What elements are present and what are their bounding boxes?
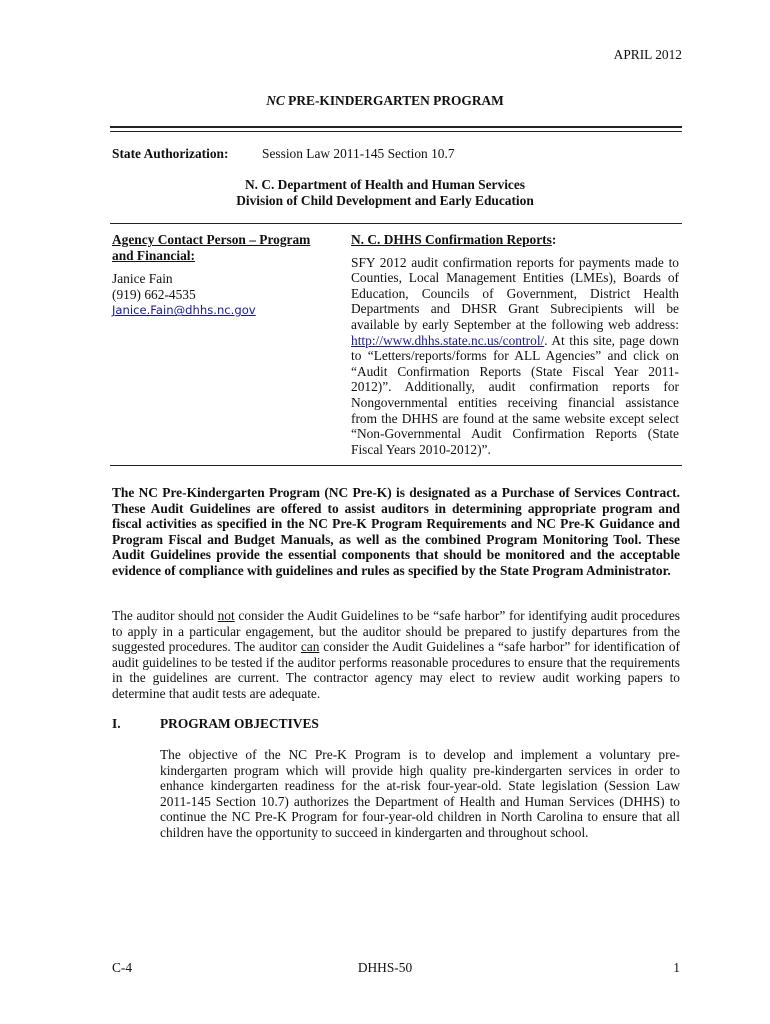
contact-heading-line1: Agency Contact Person – Program — [112, 232, 311, 247]
contact-block — [112, 232, 327, 319]
confirmation-body — [351, 255, 679, 458]
section-number: I. — [112, 716, 121, 731]
state-authorization-label: State Authorization: — [112, 146, 229, 161]
document-date: APRIL 2012 — [613, 47, 682, 62]
objectives-paragraph: The objective of the NC Pre-K Program is to develop and implement a voluntary pre-kindergarten program which will provide high quality pre-kindergarten services in order to enhance kindergarten readiness for the at-risk four-year-old. State legislation (Session Law 2011-145 Section 10.7) authorizes the Department of Health and Human Services (DHHS) to continue the NC Pre-K Program for four-year-old children in North Carolina to ensure that all children have the opportunity to succeed in kindergarten and throughout school. — [160, 747, 680, 840]
auditor-can: can — [300, 639, 320, 655]
confirmation-text-before: SFY 2012 audit confirmation reports for payments made to Counties, Local Management Entities (LMEs), Boards of Education, Councils of Government, District Health Departments and DHSR Grant Subrecipients will be available by early September at the following web address: — [351, 254, 679, 332]
confirmation-heading: N. C. DHHS Confirmation Reports — [351, 232, 552, 247]
contact-name: Janice Fain — [112, 271, 173, 287]
contact-email-link[interactable]: Janice.Fain@dhhs.nc.gov — [112, 303, 256, 318]
auditor-not: not — [217, 608, 235, 623]
footer-left: C-4 — [112, 960, 133, 975]
auditor-text-2: consider the Audit Guidelines to be “safe harbor” for identifying audit procedures to apply in a particular engagement, but the auditor should be prepared to justify departures from the suggested procedures. The auditor — [112, 608, 680, 655]
dhhs-web-link[interactable]: http://www.dhhs.state.nc.us/control/ — [351, 332, 545, 348]
intro-paragraph: The NC Pre-Kindergarten Program (NC Pre-K) is designated as a Purchase of Services Contract. These Audit Guidelines are offered to assist auditors in determining appropriate program and fiscal activities as specified in the NC Pre-K Program Requirements and NC Pre-K Guidance and Program Fiscal and Budget Manuals, as well as the combined Program Monitoring Tool. These Audit Guidelines provide the essential components that should be monitored and the acceptable evidence of compliance with guidelines and rules as specified by the State Program Administrator. — [112, 485, 680, 578]
confirmation-text-after: . At this site, page down to “Letters/reports/forms for ALL Agencies” and click on “Audit Confirmation Reports (State Fiscal Year 2011-2012)”. Additionally, audit confirmation reports for Nongovernmental entities receiving financial assistance from the DHHS are found at the same website except select “Non-Governmental Audit Confirmation Reports (State Fiscal Years 2010-2012)”. — [351, 332, 679, 457]
section-rule-bottom — [110, 465, 682, 466]
section-rule-top — [110, 223, 682, 224]
state-authorization-value: Session Law 2011-145 Section 10.7 — [262, 146, 455, 161]
contact-heading-line2: and Financial: — [112, 247, 195, 263]
confirmation-heading-colon: : — [551, 232, 557, 247]
auditor-text-3: consider the Audit Guidelines a “safe harbor” for identification of audit guidelines to be tested if the auditor performs reasonable procedures to ensure that the requirements in the guidelines are current. The contractor agency may elect to review audit working papers to determine that audit tests are adequate. — [112, 639, 680, 701]
division-name: Division of Child Development and Early Education — [236, 192, 534, 208]
department-name: N. C. Department of Health and Human Services — [244, 177, 526, 192]
auditor-text-1: The auditor should — [112, 608, 218, 623]
auditor-paragraph — [112, 608, 680, 702]
department-block — [0, 177, 770, 208]
page-number: 1 — [673, 960, 680, 975]
footer-center: DHHS-50 — [357, 960, 413, 975]
contact-phone: (919) 662-4535 — [112, 286, 196, 302]
section-title: PROGRAM OBJECTIVES — [160, 716, 319, 731]
program-title-rest: PRE-KINDERGARTEN PROGRAM — [284, 93, 504, 108]
confirmation-block — [351, 232, 679, 457]
header-rule-thin — [110, 131, 682, 132]
program-title-prefix: NC — [266, 93, 285, 108]
header-rule-thick — [110, 126, 682, 128]
program-title — [0, 93, 770, 109]
